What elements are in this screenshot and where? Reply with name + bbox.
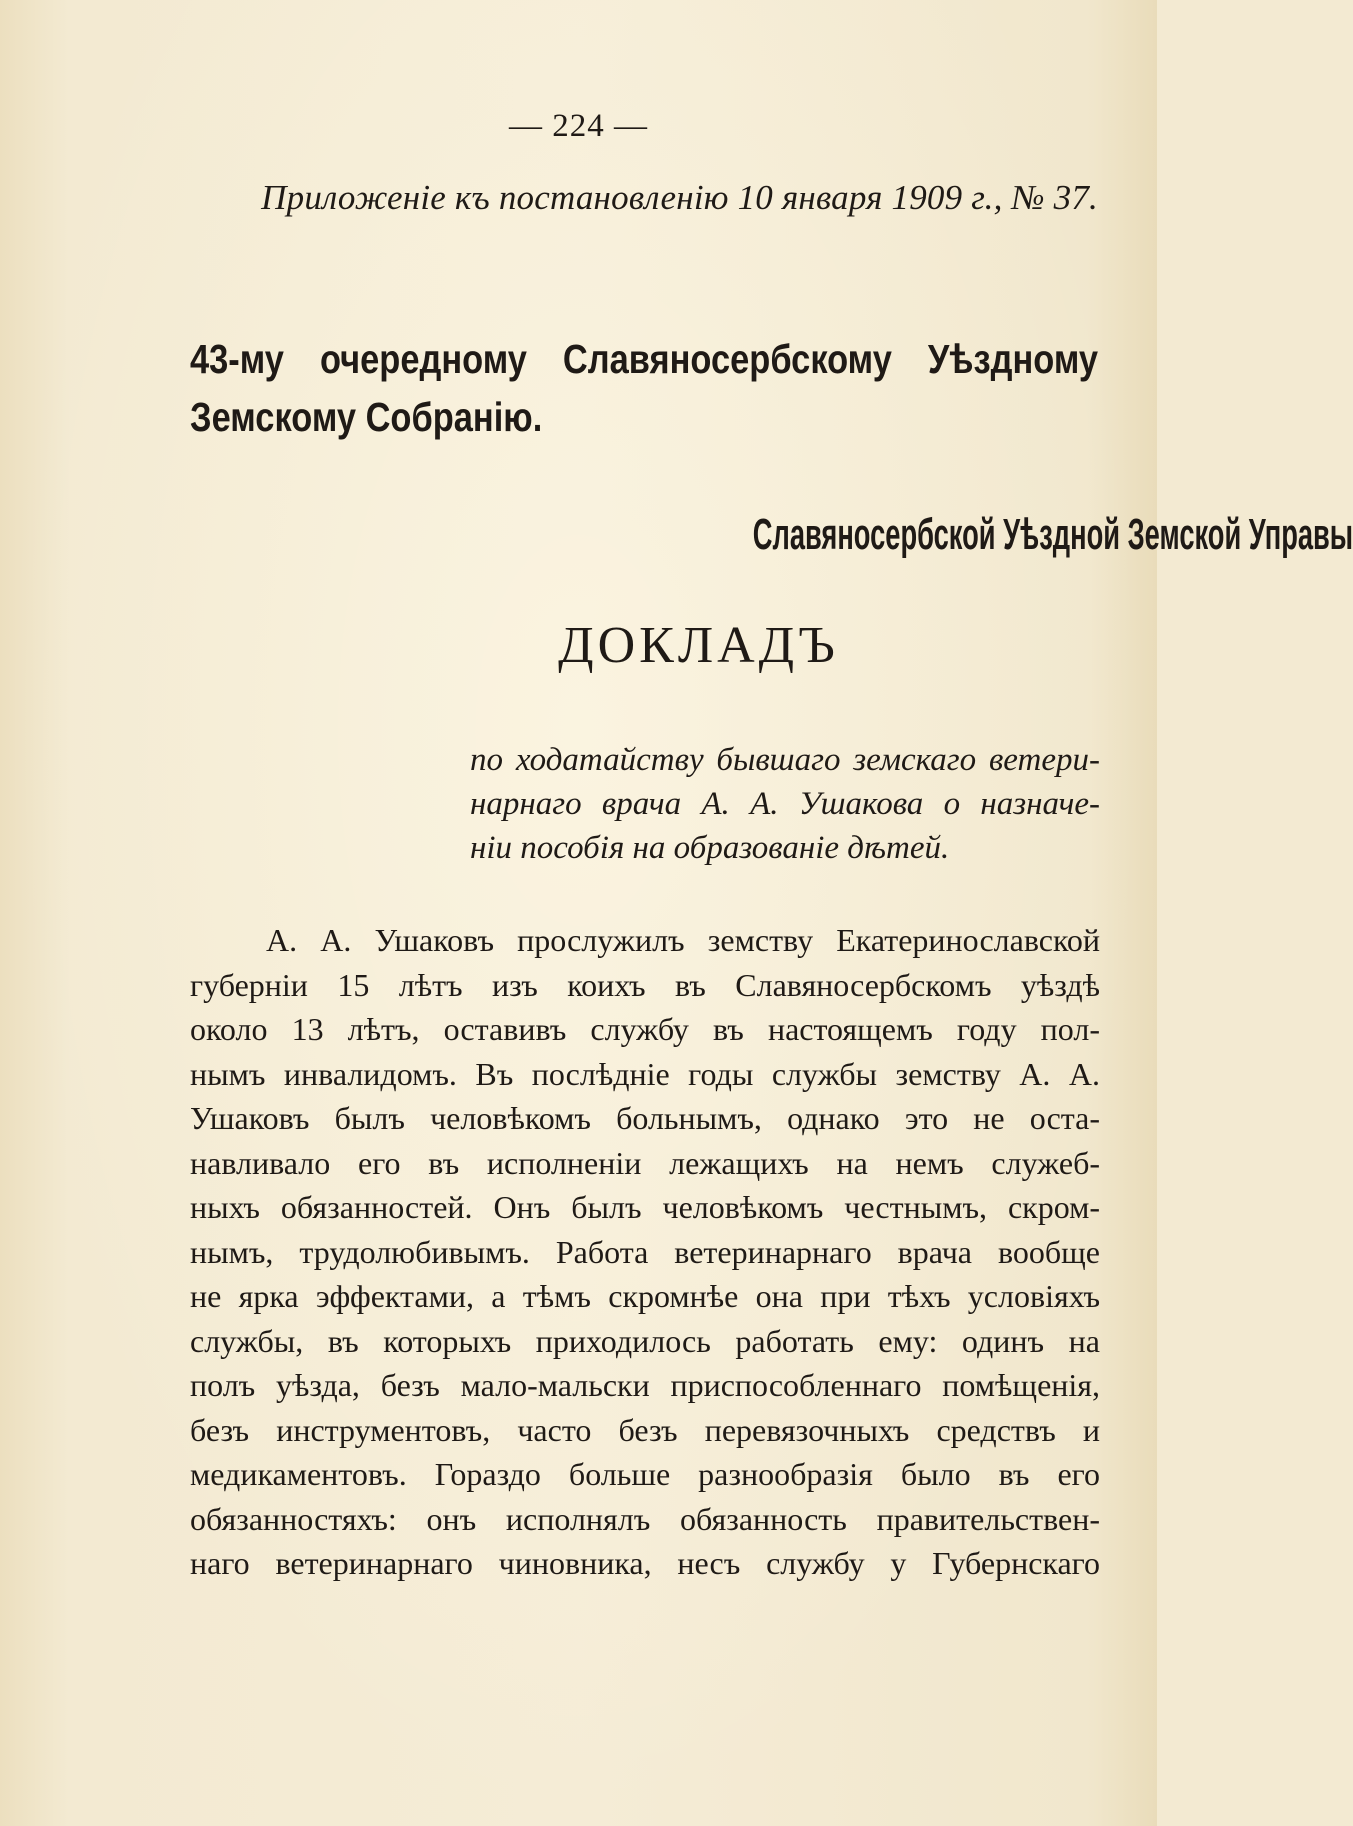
- addressee-heading: 43-му очередному Славяносербскому Уѣздному Земскому Собранію.: [190, 336, 1099, 440]
- issuer-heading: Славяносербской Уѣздной Земской Управы: [752, 510, 1353, 559]
- body-line: ныхъ обязанностей. Онъ былъ человѣкомъ честнымъ, скром-: [190, 1189, 1100, 1225]
- report-subject: [470, 738, 1100, 870]
- body-line: около 13 лѣтъ, оставивъ службу въ настоящемъ году пол-: [190, 1011, 1100, 1047]
- subject-line: ніи пособія на образованіе дѣтей.: [470, 830, 950, 866]
- page-number: — 224 —: [509, 108, 648, 144]
- body-line: безъ инструментовъ, часто безъ перевязочныхъ средствъ и: [190, 1411, 1100, 1448]
- document-title: ДОКЛАДЪ: [558, 617, 839, 674]
- body-line: губерніи 15 лѣтъ изъ коихъ въ Славяносербскомъ уѣздѣ: [190, 966, 1100, 1003]
- body-line: наго ветеринарнаго чиновника, несъ службу у Губернскаго: [190, 1545, 1100, 1581]
- body-line: нымъ инвалидомъ. Въ послѣдніе годы службы земству А. А.: [190, 1055, 1100, 1092]
- body-paragraph: [190, 918, 1100, 1586]
- appendix-note: Приложеніе къ постановленію 10 января 1909 г., № 37.: [261, 178, 1098, 217]
- body-line: полъ уѣзда, безъ мало-мальски приспособленнаго помѣщенія,: [190, 1367, 1100, 1403]
- body-line: навливало его въ исполненіи лежащихъ на немъ служеб-: [190, 1144, 1100, 1181]
- body-line: Ушаковъ былъ человѣкомъ больнымъ, однако это не оста-: [190, 1100, 1100, 1136]
- body-line: обязанностяхъ: онъ исполнялъ обязанность правительствен-: [190, 1500, 1100, 1537]
- body-line: не ярка эффектами, а тѣмъ скромнѣе она при тѣхъ условіяхъ: [190, 1278, 1100, 1314]
- subject-line: по ходатайству бывшаго земскаго ветери-: [470, 742, 1100, 778]
- body-line: А. А. Ушаковъ прослужилъ земству Екатеринославской: [266, 922, 1100, 958]
- body-line: службы, въ которыхъ приходилось работать ему: одинъ на: [190, 1322, 1100, 1359]
- body-line: нымъ, трудолюбивымъ. Работа ветеринарнаго врача вообще: [190, 1233, 1100, 1270]
- show-through-texture: [200, 270, 209, 308]
- body-line: медикаментовъ. Гораздо больше разнообразія было въ его: [190, 1456, 1100, 1492]
- subject-line: нарнаго врача А. А. Ушакова о назначе-: [470, 786, 1100, 822]
